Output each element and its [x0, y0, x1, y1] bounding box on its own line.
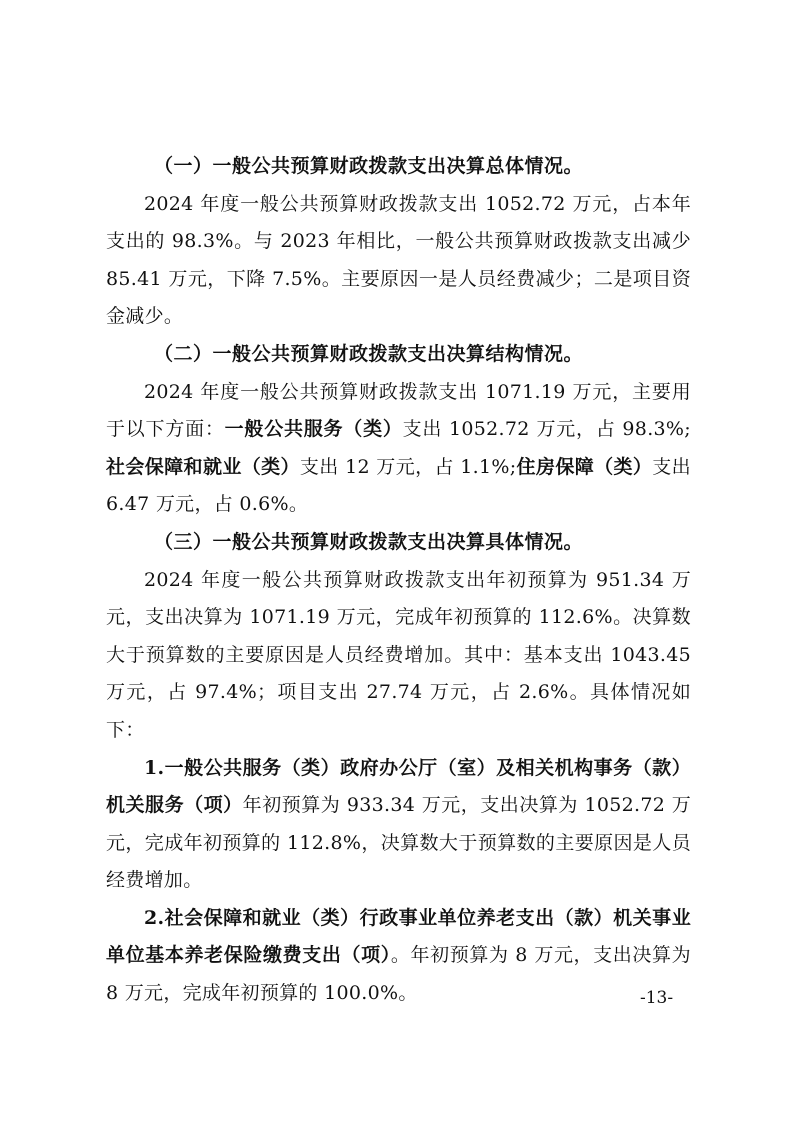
- detail-item-2: [106, 900, 691, 1013]
- section-3-paragraph: 2024 年度一般公共预算财政拨款支出年初预算为 951.34 万元，支出决算为 1071.19 万元，完成年初预算的 112.6%。决算数大于预算数的主要原因是人员经费增加。其中：基本支出 1043.45 万元，占 97.4%；项目支出 27.74 万元，占 2.6%。具体情况如下：: [106, 568, 691, 741]
- section-2-paragraph: [106, 374, 691, 524]
- section-3-heading: （三）一般公共预算财政拨款支出决算具体情况。: [154, 530, 584, 553]
- page-number: -13-: [640, 988, 674, 1008]
- document-body: [106, 148, 691, 1013]
- category-housing-security-text: 支出 6.47 万元，占 0.6%。: [106, 455, 691, 516]
- category-general-public-services-text: 支出 1052.72 万元，占 98.3%;: [402, 418, 691, 441]
- category-social-security: 社会保障和就业（类）: [106, 455, 300, 478]
- section-1-heading: （一）一般公共预算财政拨款支出决算总体情况。: [154, 155, 584, 177]
- detail-item-2-text: 。年初预算为 8 万元，支出决算为 8 万元，完成年初预算的 100.0%。: [106, 944, 691, 1005]
- section-2-intro: 2024 年度一般公共预算财政拨款支出 1071.19 万元，主要用于以下方面：: [106, 380, 691, 441]
- section-2-heading: （二）一般公共预算财政拨款支出决算结构情况。: [154, 342, 584, 365]
- category-general-public-services: 一般公共服务（类）: [224, 418, 403, 441]
- detail-item-2-title: 2.社会保障和就业（类）行政事业单位养老支出（款）机关事业单位基本养老保险缴费支出（项）: [106, 906, 691, 967]
- category-housing-security: 住房保障（类）: [516, 455, 653, 478]
- detail-item-1-title: 1.一般公共服务（类）政府办公厅（室）及相关机构事务（款）机关服务（项）: [106, 756, 691, 817]
- detail-item-1: [106, 750, 691, 900]
- detail-item-1-text: 年初预算为 933.34 万元，支出决算为 1052.72 万元，完成年初预算的 112.8%，决算数大于预算数的主要原因是人员经费增加。: [106, 794, 691, 892]
- section-1-paragraph: 2024 年度一般公共预算财政拨款支出 1052.72 万元，占本年支出的 98.3%。与 2023 年相比，一般公共预算财政拨款支出减少 85.41 万元，下降 7.5%。主要原因一是人员经费减少；二是项目资金减少。: [106, 192, 691, 328]
- category-social-security-text: 支出 12 万元，占 1.1%;: [299, 455, 517, 478]
